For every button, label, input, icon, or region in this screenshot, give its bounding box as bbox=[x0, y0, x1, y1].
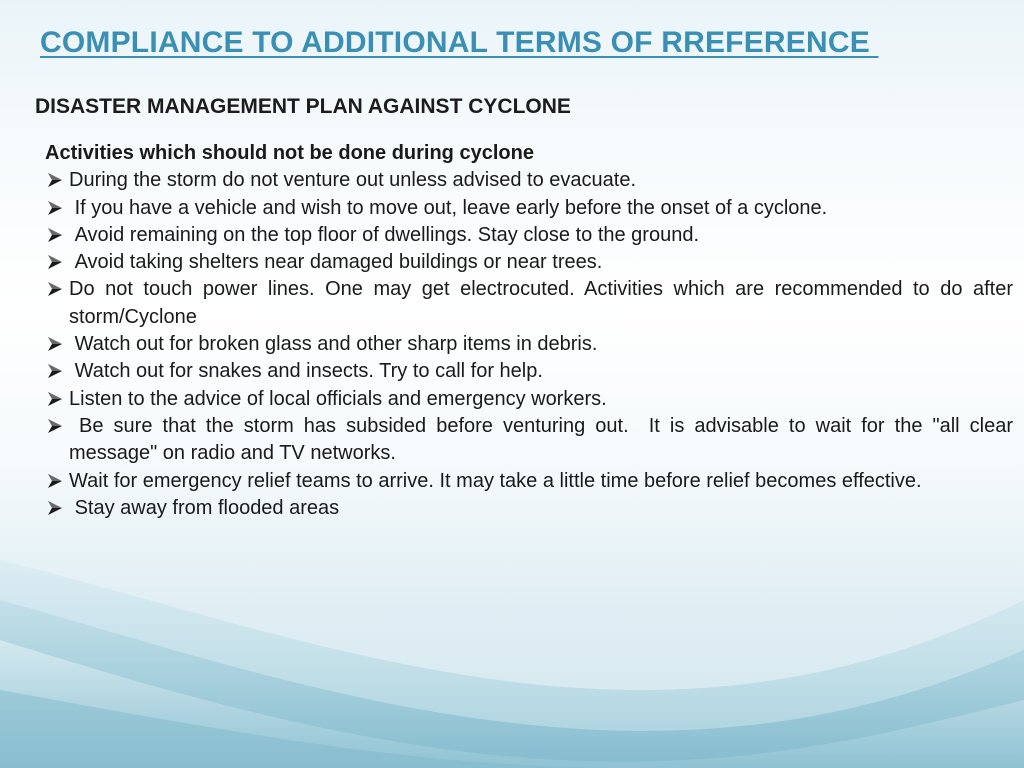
arrowhead-bullet-icon bbox=[47, 254, 63, 270]
bullet-text: If you have a vehicle and wish to move out, leave early before the onset of a cyclone. bbox=[69, 196, 828, 219]
bullet-item bbox=[45, 167, 1013, 194]
bullet-item bbox=[45, 495, 1013, 522]
slide-title: COMPLIANCE TO ADDITIONAL TERMS OF RREFERENCE bbox=[40, 26, 879, 59]
bullet-item bbox=[45, 468, 1013, 495]
bullet-item bbox=[45, 222, 1013, 249]
arrowhead-bullet-icon bbox=[47, 336, 63, 352]
bullet-text: Wait for emergency relief teams to arrive. It may take a little time before relief becomes effective. bbox=[69, 469, 922, 492]
bullet-text: During the storm do not venture out unless advised to evacuate. bbox=[69, 169, 637, 192]
bullet-item bbox=[45, 331, 1013, 358]
arrowhead-bullet-icon bbox=[47, 473, 63, 489]
bullet-text: Be sure that the storm has subsided before venturing out. It is advisable to wait for the "all clear message" on radio and TV networks. bbox=[69, 414, 1019, 465]
bullet-text: Avoid taking shelters near damaged buildings or near trees. bbox=[69, 251, 603, 274]
bullet-item bbox=[45, 413, 1019, 468]
bullet-item bbox=[45, 276, 1019, 331]
arrowhead-bullet-icon bbox=[47, 172, 63, 188]
bullet-item bbox=[45, 358, 1013, 385]
slide-subtitle: DISASTER MANAGEMENT PLAN AGAINST CYCLONE bbox=[35, 95, 571, 118]
bullet-text: Listen to the advice of local officials and emergency workers. bbox=[69, 387, 607, 410]
arrowhead-bullet-icon bbox=[47, 281, 63, 297]
content-body bbox=[45, 140, 1019, 522]
arrowhead-bullet-icon bbox=[47, 227, 63, 243]
bullet-item bbox=[45, 386, 1013, 413]
bullet-text: Avoid remaining on the top floor of dwellings. Stay close to the ground. bbox=[69, 223, 700, 246]
bullet-text: Stay away from flooded areas bbox=[69, 496, 340, 519]
bullet-item bbox=[45, 249, 1013, 276]
arrowhead-bullet-icon bbox=[47, 418, 63, 434]
bullet-list bbox=[45, 167, 1019, 522]
arrowhead-bullet-icon bbox=[47, 363, 63, 379]
bullet-text: Do not touch power lines. One may get electrocuted. Activities which are recommended to do after storm/Cyclone bbox=[69, 278, 1019, 328]
arrowhead-bullet-icon bbox=[47, 500, 63, 516]
bullet-item bbox=[45, 195, 1013, 222]
arrowhead-bullet-icon bbox=[47, 200, 63, 216]
section-heading: Activities which should not be done during cyclone bbox=[45, 142, 534, 164]
bullet-text: Watch out for snakes and insects. Try to call for help. bbox=[69, 360, 543, 383]
arrowhead-bullet-icon bbox=[47, 391, 63, 407]
bullet-text: Watch out for broken glass and other sharp items in debris. bbox=[69, 333, 598, 356]
